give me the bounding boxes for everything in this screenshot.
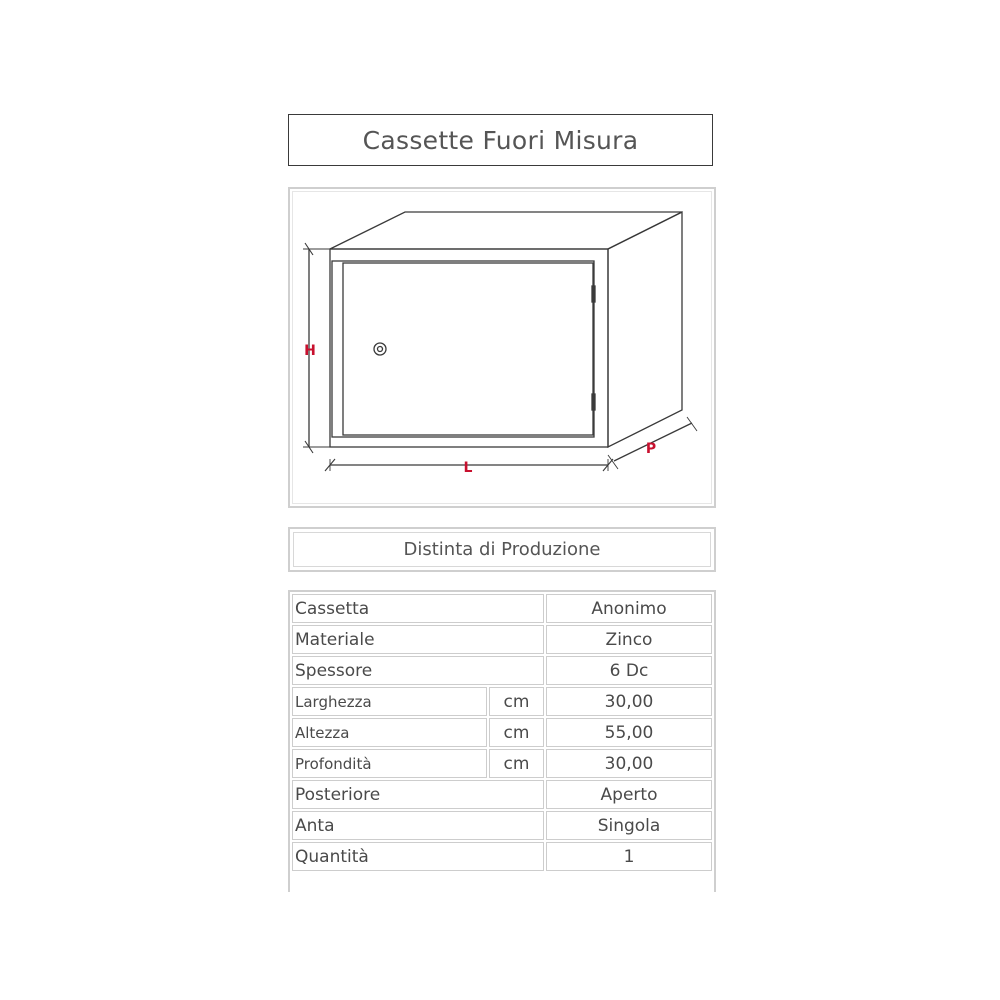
table-row <box>292 594 712 623</box>
row-value: Anonimo <box>546 594 712 623</box>
section-title: Distinta di Produzione <box>293 532 711 567</box>
cabinet-door <box>343 263 593 435</box>
spec-table-container <box>288 590 716 892</box>
row-label: Cassetta <box>292 594 544 623</box>
cabinet-opening <box>332 261 594 437</box>
row-unit: cm <box>489 749 544 778</box>
row-value: 30,00 <box>546 749 712 778</box>
row-label: Spessore <box>292 656 544 685</box>
table-row <box>292 718 712 747</box>
row-value: Aperto <box>546 780 712 809</box>
page-title: Cassette Fuori Misura <box>288 114 713 166</box>
table-row <box>292 749 712 778</box>
cabinet-side-face <box>608 212 682 447</box>
cabinet-front-frame <box>330 249 608 447</box>
cabinet-drawing-panel <box>288 187 716 508</box>
table-row <box>292 842 712 871</box>
row-label: Materiale <box>292 625 544 654</box>
row-value: 30,00 <box>546 687 712 716</box>
row-value: 6 Dc <box>546 656 712 685</box>
table-row <box>292 780 712 809</box>
table-row <box>292 625 712 654</box>
row-label: Anta <box>292 811 544 840</box>
row-value: Singola <box>546 811 712 840</box>
row-unit: cm <box>489 687 544 716</box>
table-row <box>292 687 712 716</box>
lock-icon <box>374 343 386 355</box>
row-label: Larghezza <box>292 687 487 716</box>
row-value: Zinco <box>546 625 712 654</box>
row-unit: cm <box>489 718 544 747</box>
section-header <box>288 527 716 572</box>
cabinet-top-face <box>330 212 682 249</box>
spec-table <box>290 592 714 873</box>
row-value: 55,00 <box>546 718 712 747</box>
row-label: Profondità <box>292 749 487 778</box>
row-label: Altezza <box>292 718 487 747</box>
table-row <box>292 656 712 685</box>
row-label: Posteriore <box>292 780 544 809</box>
row-value: 1 <box>546 842 712 871</box>
width-label: L <box>463 460 473 476</box>
height-label: H <box>304 343 316 359</box>
row-label: Quantità <box>292 842 544 871</box>
cabinet-drawing <box>290 189 718 510</box>
depth-label: P <box>645 441 657 457</box>
table-row <box>292 811 712 840</box>
